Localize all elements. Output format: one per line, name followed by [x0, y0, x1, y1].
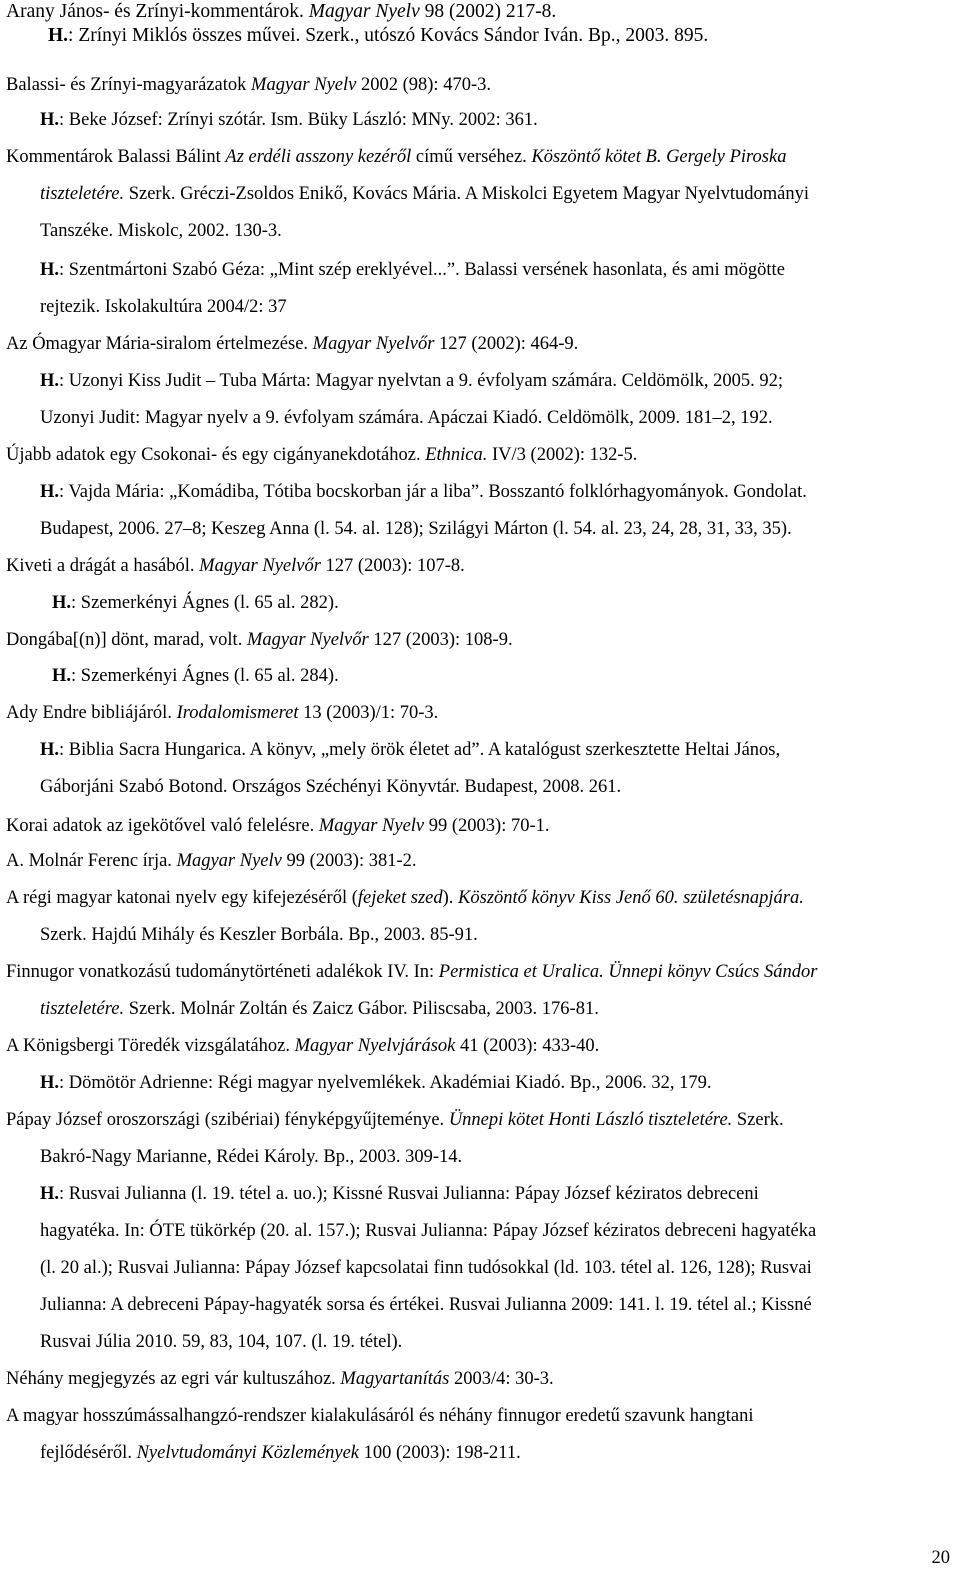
entry-line-4: H.: Beke József: Zrínyi szótár. Ism. Büky László: MNy. 2002: 361.: [40, 110, 538, 130]
entry-line-8: H.: Szentmártoni Szabó Géza: „Mint szép ereklyével...”. Balassi versének hasonlata, és ami mögötte: [40, 260, 785, 280]
entry-line-2: H.: Zrínyi Miklós összes művei. Szerk., utószó Kovács Sándor Iván. Bp., 2003. 895.: [48, 25, 709, 46]
entry-line-24: A. Molnár Ferenc írja. Magyar Nyelv 99 (2003): 381-2.: [6, 851, 417, 871]
entry-line-40: fejlődéséről. Nyelvtudományi Közlemények 100 (2003): 198-211.: [40, 1443, 521, 1463]
page-number: 20: [931, 1548, 950, 1568]
entry-line-37: Rusvai Júlia 2010. 59, 83, 104, 107. (l. 19. tétel).: [40, 1332, 403, 1352]
entry-line-13: Újabb adatok egy Csokonai- és egy cigányanekdotához. Ethnica. IV/3 (2002): 132-5.: [6, 445, 638, 465]
entry-line-15: Budapest, 2006. 27–8; Keszeg Anna (l. 54. al. 128); Szilágyi Márton (l. 54. al. 23, 24, 28, 31, 33, 35).: [40, 519, 792, 539]
entry-line-29: A Königsbergi Töredék vizsgálatához. Magyar Nyelvjárások 41 (2003): 433-40.: [6, 1036, 600, 1056]
entry-line-22: Gáborjáni Szabó Botond. Országos Széchényi Könyvtár. Budapest, 2008. 261.: [40, 777, 622, 797]
entry-line-11: H.: Uzonyi Kiss Judit – Tuba Márta: Magyar nyelvtan a 9. évfolyam számára. Celdömölk, 2005. 92;: [40, 371, 783, 391]
entry-line-26: Szerk. Hajdú Mihály és Keszler Borbála. Bp., 2003. 85-91.: [40, 925, 478, 945]
entry-line-23: Korai adatok az igekötővel való felelésre. Magyar Nyelv 99 (2003): 70-1.: [6, 816, 550, 836]
entry-line-16: Kiveti a drágát a hasából. Magyar Nyelvőr 127 (2003): 107-8.: [6, 556, 465, 576]
entry-line-32: Bakró-Nagy Marianne, Rédei Károly. Bp., 2003. 309-14.: [40, 1147, 463, 1167]
entry-line-6: tiszteletére. Szerk. Gréczi-Zsoldos Enikő, Kovács Mária. A Miskolci Egyetem Magyar Nyelvtudományi: [40, 184, 809, 204]
entry-line-9: rejtezik. Iskolakultúra 2004/2: 37: [40, 297, 287, 317]
entry-line-5: Kommentárok Balassi Bálint Az erdéli asszony kezéről című verséhez. Köszöntő kötet B. Gergely Piroska: [6, 147, 787, 167]
entry-line-21: H.: Biblia Sacra Hungarica. A könyv, „mely örök életet ad”. A katalógust szerkesztette Heltai János,: [40, 740, 781, 760]
entry-line-10: Az Ómagyar Mária-siralom értelmezése. Magyar Nyelvőr 127 (2002): 464-9.: [6, 334, 579, 354]
entry-line-34: hagyatéka. In: ÓTE tükörkép (20. al. 157.); Rusvai Julianna: Pápay József kéziratos debreceni hagyatéka: [40, 1221, 817, 1241]
entry-line-38: Néhány megjegyzés az egri vár kultuszához. Magyartanítás 2003/4: 30-3.: [6, 1369, 554, 1389]
entry-line-28: tiszteletére. Szerk. Molnár Zoltán és Zaicz Gábor. Piliscsaba, 2003. 176-81.: [40, 999, 599, 1019]
entry-line-19: H.: Szemerkényi Ágnes (l. 65 al. 284).: [52, 666, 339, 686]
entry-line-27: Finnugor vonatkozású tudománytörténeti adalékok IV. In: Permistica et Uralica. Ünnepi könyv Csúcs Sándor: [6, 962, 818, 982]
entry-line-14: H.: Vajda Mária: „Komádiba, Tótiba bocskorban jár a liba”. Bosszantó folklórhagyományok. Gondolat.: [40, 482, 807, 502]
entry-line-12: Uzonyi Judit: Magyar nyelv a 9. évfolyam számára. Apáczai Kiadó. Celdömölk, 2009. 181–2, 192.: [40, 408, 773, 428]
entry-line-18: Dongába[(n)] dönt, marad, volt. Magyar Nyelvőr 127 (2003): 108-9.: [6, 630, 513, 650]
entry-line-36: Julianna: A debreceni Pápay-hagyaték sorsa és értékei. Rusvai Julianna 2009: 141. l. 19. tétel al.; Kissné: [40, 1295, 812, 1315]
entry-line-20: Ady Endre bibliájáról. Irodalomismeret 13 (2003)/1: 70-3.: [6, 703, 439, 723]
entry-line-35: (l. 20 al.); Rusvai Julianna: Pápay József kapcsolatai finn tudósokkal (ld. 103. tétel al. 126, 128); Rusvai: [40, 1258, 812, 1278]
entry-line-25: A régi magyar katonai nyelv egy kifejezéséről (fejeket szed). Köszöntő könyv Kiss Jenő 60. születésnapjára.: [6, 888, 804, 908]
entry-line-31: Pápay József oroszországi (szibériai) fényképgyűjteménye. Ünnepi kötet Honti László tiszteletére. Szerk.: [6, 1110, 784, 1130]
entry-line-30: H.: Dömötör Adrienne: Régi magyar nyelvemlékek. Akadémiai Kiadó. Bp., 2006. 32, 179.: [40, 1073, 712, 1093]
entry-line-39: A magyar hosszúmássalhangzó-rendszer kialakulásáról és néhány finnugor eredetű szavunk hangtani: [6, 1406, 754, 1426]
entry-line-17: H.: Szemerkényi Ágnes (l. 65 al. 282).: [52, 593, 339, 613]
entry-line-3: Balassi- és Zrínyi-magyarázatok Magyar Nyelv 2002 (98): 470-3.: [6, 75, 491, 95]
entry-line-33: H.: Rusvai Julianna (l. 19. tétel a. uo.); Kissné Rusvai Julianna: Pápay József kéziratos debreceni: [40, 1184, 759, 1204]
entry-line-7: Tanszéke. Miskolc, 2002. 130-3.: [40, 221, 282, 241]
entry-line-1: Arany János- és Zrínyi-kommentárok. Magyar Nyelv 98 (2002) 217-8.: [6, 1, 557, 22]
